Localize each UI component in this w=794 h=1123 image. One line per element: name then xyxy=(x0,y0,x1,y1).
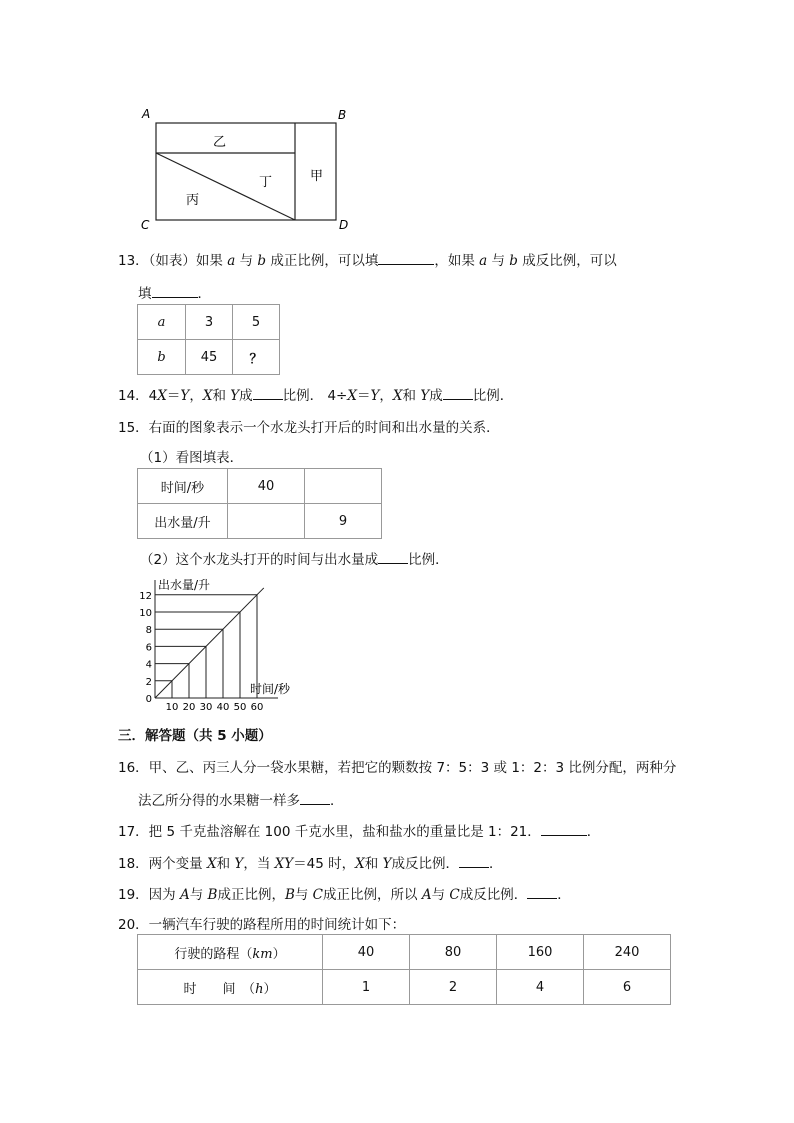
q14-text: 成 xyxy=(239,388,253,404)
x-tick-label: 20 xyxy=(182,702,196,712)
q15-text: （2）这个水龙头打开的时间与出水量成 xyxy=(140,552,379,568)
y-tick-label: 0 xyxy=(145,694,152,705)
y-tick-label: 8 xyxy=(145,625,152,637)
q14-var: Y xyxy=(420,388,430,404)
q18-var: X xyxy=(206,856,217,872)
q18-text: 和 xyxy=(364,856,383,872)
table-row xyxy=(138,970,671,1005)
q18-var: X xyxy=(355,856,365,872)
table-cell: 160 xyxy=(497,935,584,970)
q14-text: ， xyxy=(379,388,393,404)
q16-line1: 16．甲、乙、丙三人分一袋水果糖，若把它的颗数按 7：5：3 或 1：2：3 比例分配，两种分 xyxy=(118,760,677,776)
water-flow-chart xyxy=(138,574,328,712)
q14-var: X xyxy=(347,388,357,404)
q19-text: 与 xyxy=(294,887,313,903)
table-cell: 45 xyxy=(186,340,233,375)
q13-var-a: a xyxy=(479,253,488,269)
q19-var: B xyxy=(207,887,218,903)
q14-text: ＝ xyxy=(166,388,181,404)
q15-text: 比例． xyxy=(408,552,449,568)
q18-text: ＝45 时， xyxy=(293,856,356,872)
region-label-ding: 丁 xyxy=(259,175,273,190)
table-cell: ？ xyxy=(233,340,280,375)
region-label-bing: 丙 xyxy=(186,193,200,208)
table-cell: 80 xyxy=(410,935,497,970)
q20-label: 行驶的路程（ xyxy=(174,946,253,962)
q13-var-b: b xyxy=(257,253,267,269)
q13-table xyxy=(137,304,280,375)
y-tick-label: 10 xyxy=(139,608,152,619)
table-cell: 5 xyxy=(233,305,280,340)
q19-text: 成正比例，所以 xyxy=(323,887,422,903)
q14-var: Y xyxy=(370,388,380,404)
q19-text: 与 xyxy=(189,887,208,903)
q14-text: 和 xyxy=(402,388,421,404)
q18-text: 成反比例． xyxy=(391,856,459,872)
corner-label-b: B xyxy=(338,108,347,122)
q17-blank[interactable] xyxy=(541,822,587,836)
q18-var: Y xyxy=(382,856,392,872)
q19-var: C xyxy=(312,887,324,903)
x-tick-label: 60 xyxy=(250,702,264,712)
q20-label: 时 间 （ xyxy=(183,981,256,997)
q13-line2 xyxy=(138,282,211,302)
q14-text: 14．4 xyxy=(118,388,158,404)
q15-table xyxy=(137,468,382,539)
q13-text: 与 xyxy=(487,253,510,269)
corner-label-a: A xyxy=(142,107,151,121)
region-label-yi: 乙 xyxy=(213,135,227,150)
q15-sub2 xyxy=(140,548,449,568)
table-cell: b xyxy=(138,340,186,375)
q13-var-b: b xyxy=(509,253,518,269)
q18-text: 和 xyxy=(216,856,235,872)
corner-label-d: D xyxy=(339,218,349,232)
table-cell-input[interactable] xyxy=(228,504,305,539)
table-cell: 240 xyxy=(584,935,671,970)
outer-rectangle xyxy=(156,123,336,220)
table-cell: 40 xyxy=(228,469,305,504)
diagonal-line xyxy=(156,153,295,220)
q14-blank-2[interactable] xyxy=(443,386,473,400)
q19-text: ． xyxy=(557,887,571,903)
corner-label-c: C xyxy=(141,218,150,232)
q13-blank-inverse[interactable] xyxy=(152,284,198,298)
q19-text: 19．因为 xyxy=(118,887,180,903)
q20-unit: km xyxy=(252,946,273,962)
q20-label: ） xyxy=(263,981,277,997)
q13-text: 填 xyxy=(138,286,152,302)
table-cell: 出水量/升 xyxy=(138,504,228,539)
q20-unit: h xyxy=(255,981,264,997)
q13-text: 成反比例，可以 xyxy=(517,253,617,269)
table-row xyxy=(138,340,280,375)
q14-var: X xyxy=(157,388,167,404)
q16-text: 法乙所分得的水果糖一样多 xyxy=(138,793,300,809)
table-cell: 40 xyxy=(323,935,410,970)
table-cell: a xyxy=(138,305,186,340)
q14-blank-1[interactable] xyxy=(253,386,283,400)
q13-text: 成正比例，可以填 xyxy=(266,253,379,269)
table-row xyxy=(138,305,280,340)
q16-line2 xyxy=(138,789,344,809)
q18-text: 18．两个变量 xyxy=(118,856,207,872)
q20-stem: 20．一辆汽车行驶的路程所用的时间统计如下： xyxy=(118,917,406,933)
q13-blank-direct[interactable] xyxy=(378,251,434,265)
table-cell: 1 xyxy=(323,970,410,1005)
q19-text: 成正比例， xyxy=(217,887,285,903)
q19-text: 成反比例． xyxy=(459,887,528,903)
table-cell-input[interactable] xyxy=(305,469,382,504)
y-tick-label: 6 xyxy=(145,642,152,654)
table-cell: 时间/秒 xyxy=(138,469,228,504)
series-line xyxy=(155,588,264,698)
q17-line xyxy=(118,820,600,840)
table-cell: 2 xyxy=(410,970,497,1005)
q19-line xyxy=(118,883,571,903)
q20-table xyxy=(137,934,671,1005)
q15-blank[interactable] xyxy=(378,550,408,564)
x-axis-title: 时间/秒 xyxy=(249,682,291,696)
table-cell: 4 xyxy=(497,970,584,1005)
table-cell xyxy=(138,970,323,1005)
q15-sub1: （1）看图填表． xyxy=(140,450,244,466)
q17-text: 17．把 5 千克盐溶解在 100 千克水里，盐和盐水的重量比是 1：21． xyxy=(118,824,541,840)
q14-text: 成 xyxy=(429,388,443,404)
q13-text: 13．（如表）如果 xyxy=(118,253,228,269)
table-cell: 6 xyxy=(584,970,671,1005)
q13-text: 与 xyxy=(235,253,258,269)
q13-text: ． xyxy=(197,286,211,302)
y-tick-label: 12 xyxy=(139,590,152,602)
q14-line xyxy=(118,384,513,404)
table-cell: 3 xyxy=(186,305,233,340)
q20-label: ） xyxy=(272,946,286,962)
region-label-jia: 甲 xyxy=(310,169,324,184)
q18-blank[interactable] xyxy=(459,854,489,868)
q19-blank[interactable] xyxy=(527,885,557,899)
x-tick-label: 30 xyxy=(199,702,213,712)
q19-var: A xyxy=(179,887,190,903)
section-3-title: 三．解答题（共 5 小题） xyxy=(118,728,272,744)
x-tick-label: 10 xyxy=(165,702,179,712)
y-tick-label: 4 xyxy=(145,659,152,671)
q17-text: ． xyxy=(586,824,601,840)
q16-blank[interactable] xyxy=(300,791,330,805)
table-row xyxy=(138,504,382,539)
q18-line xyxy=(118,852,502,872)
x-tick-label: 40 xyxy=(216,702,230,712)
rectangle-figure xyxy=(136,104,356,234)
y-axis-title: 出水量/升 xyxy=(158,578,211,592)
q14-var: Y xyxy=(230,388,240,404)
q16-text: ． xyxy=(330,793,344,809)
table-row xyxy=(138,935,671,970)
q18-text: ． xyxy=(488,856,503,872)
q14-var: X xyxy=(392,388,403,404)
q18-var: Y xyxy=(234,856,244,872)
q19-var: A xyxy=(421,887,432,903)
q14-text: ＝ xyxy=(357,388,371,404)
q14-text: 和 xyxy=(212,388,231,404)
q14-var: Y xyxy=(180,388,190,404)
q13-var-a: a xyxy=(227,253,236,269)
table-cell xyxy=(138,935,323,970)
q14-var: X xyxy=(202,388,213,404)
q18-var: XY xyxy=(274,856,294,872)
q13-text: ，如果 xyxy=(434,253,480,269)
q14-text: 比例． 4÷ xyxy=(282,388,348,404)
q19-var: C xyxy=(449,887,460,903)
q13-line1 xyxy=(118,249,617,269)
q14-text: 比例． xyxy=(472,388,514,404)
q19-var: B xyxy=(284,887,295,903)
table-cell: 9 xyxy=(305,504,382,539)
x-tick-label: 50 xyxy=(233,702,247,712)
q14-text: ， xyxy=(189,388,203,404)
q15-stem: 15．右面的图象表示一个水龙头打开后的时间和出水量的关系． xyxy=(118,420,500,436)
y-tick-label: 2 xyxy=(145,676,152,688)
q19-text: 与 xyxy=(431,887,450,903)
table-row xyxy=(138,469,382,504)
q18-text: ，当 xyxy=(243,856,275,872)
